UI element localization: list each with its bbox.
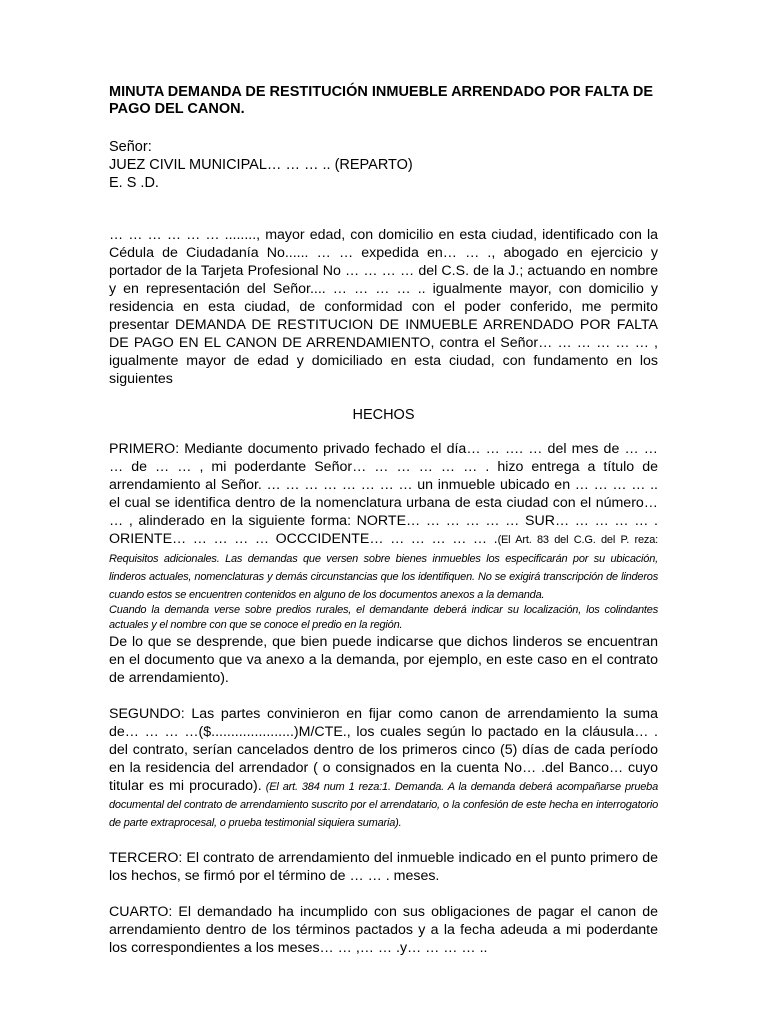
primero-text: PRIMERO: Mediante documento privado fechado el día… … …. … del mes de … … … de … … , mi poderdante Señor… … … … … … . hizo entrega a título de arrendamiento al Señor. … … … … … … … … un inmueble ubicado en … … … … .. el cual se identifica dentro de la nomenclatura urbana de esta ciudad con el número… … , alinderado en la siguiente forma: NORTE… … … … … … SUR… … … … … . ORIENTE… … … … … OCCCIDENTE… … … … … … . [109,441,658,547]
intro-paragraph: … … … … … … ........, mayor edad, con domicilio en esta ciudad, identificado con la Cédula de Ciudadanía No...... … … expedida en… … ., abogado en ejercicio y portador de la Tarjeta Profesional No … … … … del C.S. de la J.; actuando en nombre y en representación del Señor.... … … … … .. igualmente mayor, con domicilio y residencia en esta ciudad, de conformidad con el poder conferido, me permito presentar DEMANDA DE RESTITUCION DE INMUEBLE ARRENDADO POR FALTA DE PAGO EN EL CANON DE ARRENDAMIENTO, contra el Señor… … … … … … , igualmente mayor de edad y domiciliado en esta ciudad, con fundamento en los siguientes [109,227,658,387]
judge-line: JUEZ CIVIL MUNICIPAL… … … .. (REPARTO) [109,157,413,173]
tercero-paragraph: TERCERO: El contrato de arrendamiento del inmueble indicado en el punto primero de los hechos, se firmó por el término de … … . meses. [109,850,658,884]
primero-paragraph [109,440,658,687]
segundo-text: SEGUNDO: Las partes convinieron en fijar como canon de arrendamiento la suma de… … … …($.....................)M/CTE., los cuales según lo pactado en la cláusula… . del contrato, serían cancelados dentro de los primeros cinco (5) días de cada período en la residencia del arrendador ( o consignados en la cuenta No… .del Banco… cuyo titular es mi procurado). [109,706,658,794]
segundo-note: (El art. 384 num 1 reza:1. Demanda. A la demanda deberá acompañarse prueba documental del contrato de arrendamiento suscrito por el arrendatario, o la confesión de este hecha en interrogatorio de parte extraprocesal, o prueba testimonial siquiera sumaria). [109,781,659,829]
document-page [109,84,658,975]
addressee-block [109,138,658,192]
esd-line: E. S .D. [109,175,159,191]
primero-note-2: Cuando la demanda verse sobre predios rurales, el demandante deberá indicar su localización, los colindantes actuales y el nombre con que se conoce el predio en la región. [109,604,658,631]
primero-note-1: Requisitos adicionales. Las demandas que versen sobre bienes inmuebles los especificarán por su ubicación, linderos actuales, nomenclaturas y demás circunstancias que los identifiquen. No se exigirá transcripción de linderos cuando estos se encuentren contenidos en alguno de los documentos anexos a la demanda. [109,553,658,601]
document-title: MINUTA DEMANDA DE RESTITUCIÓN INMUEBLE ARRENDADO POR FALTA DE PAGO DEL CANON. [109,84,654,117]
cuarto-paragraph: CUARTO: El demandado ha incumplido con sus obligaciones de pagar el canon de arrendamiento dentro de los términos pactados y a la fecha adeuda a mi poderdante los correspondientes a los meses… … ,… … .y… … … … .. [109,904,658,956]
primero-tail: De lo que se desprende, que bien puede indicarse que dichos linderos se encuentran en el documento que va anexo a la demanda, por ejemplo, en este caso en el contrato de arrendamiento). [109,634,658,686]
salutation: Señor: [109,139,152,155]
segundo-paragraph [109,705,658,831]
hechos-heading: HECHOS [352,407,415,423]
primero-note-lead: (El Art. 83 del C.G. del P. reza: [497,534,658,546]
